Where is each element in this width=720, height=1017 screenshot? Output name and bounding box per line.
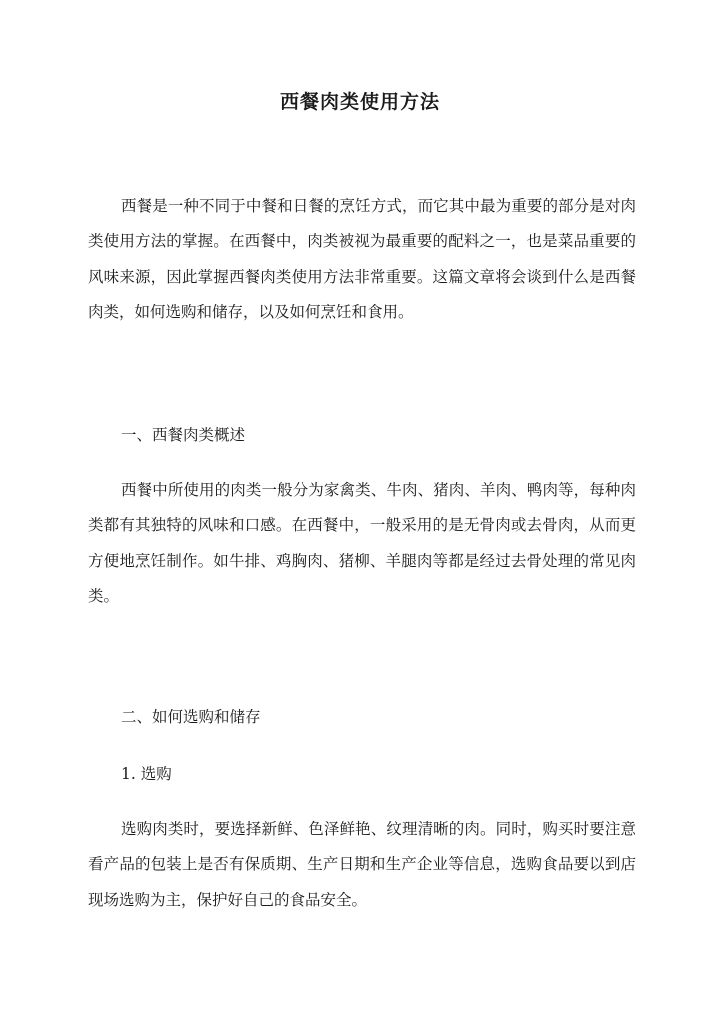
section-heading-purchase-storage: 二、如何选购和储存 [121, 708, 261, 726]
intro-paragraph: 西餐是一种不同于中餐和日餐的烹饪方式，而它其中最为重要的部分是对肉类使用方法的掌握。在西餐中，肉类被视为最重要的配料之一，也是菜品重要的风味来源，因此掌握西餐肉类使用方法非常重要。这篇文章将会谈到什么是西餐肉类，如何选购和储存，以及如何烹饪和食用。 [88, 197, 636, 322]
section-heading-overview: 一、西餐肉类概述 [121, 426, 246, 444]
subheading-purchase: 1. 选购 [121, 765, 172, 783]
overview-paragraph: 西餐中所使用的肉类一般分为家禽类、牛肉、猪肉、羊肉、鸭肉等，每种肉类都有其独特的风味和口感。在西餐中，一般采用的是无骨肉或去骨肉，从而更方便地烹饪制作。如牛排、鸡胸肉、猪柳、羊腿肉等都是经过去骨处理的常见肉类。 [88, 481, 636, 606]
document-title: 西餐肉类使用方法 [279, 91, 440, 113]
purchase-paragraph: 选购肉类时，要选择新鲜、色泽鲜艳、纹理清晰的肉。同时，购买时要注意看产品的包装上是否有保质期、生产日期和生产企业等信息，选购食品要以到店现场选购为主，保护好自己的食品安全。 [88, 820, 636, 909]
